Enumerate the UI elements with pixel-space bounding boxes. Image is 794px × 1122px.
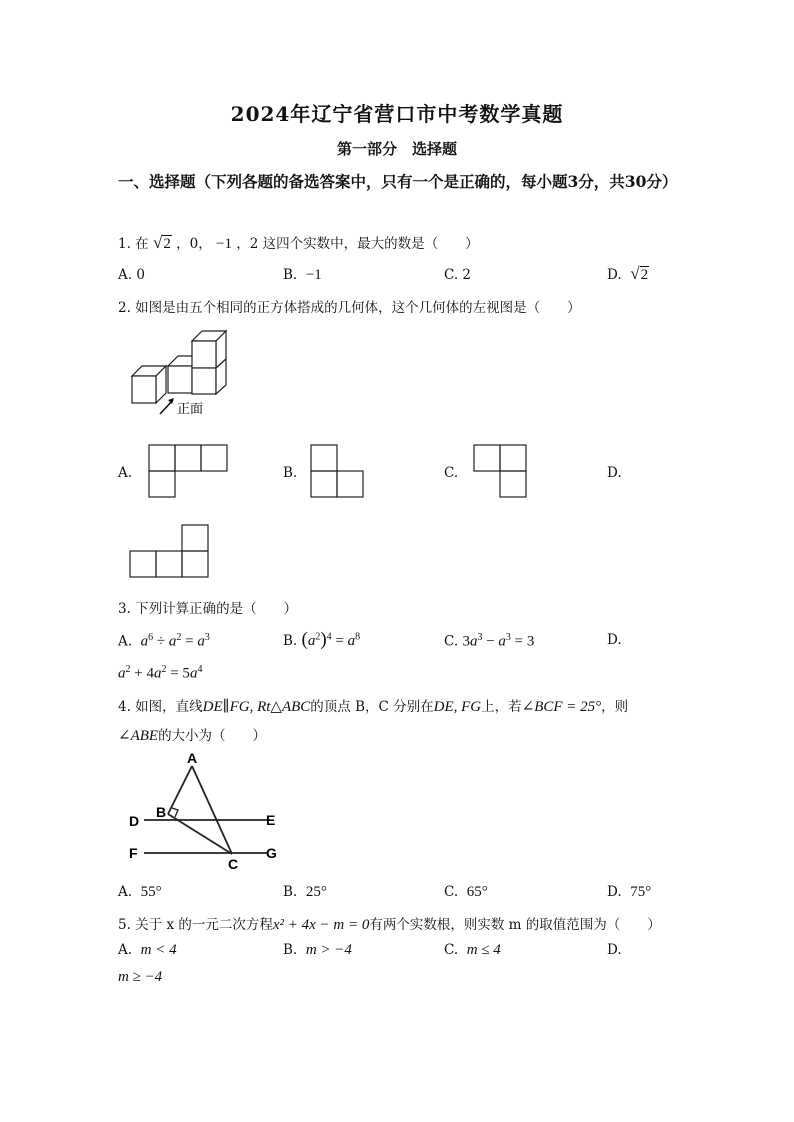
q5-option-d-label: D. bbox=[607, 942, 622, 958]
q3-option-d: $a^2 + 4a^2 = 5a^4$ bbox=[118, 664, 203, 682]
q4-point-g: G bbox=[266, 845, 277, 861]
section-heading: 一、选择题（下列各题的备选答案中，只有一个是正确的，每小题3分，共30分） bbox=[118, 172, 678, 191]
q4-point-e: E bbox=[266, 812, 276, 828]
q2-cube-figure bbox=[125, 330, 235, 420]
q4-point-a: A bbox=[187, 750, 198, 766]
q5-option-a: A. m < 4 bbox=[118, 942, 177, 958]
q2-option-d-figure bbox=[129, 524, 211, 580]
q2-option-b-label: B. bbox=[283, 465, 298, 481]
question-5: 5. 关于 x 的一元二次方程x² + 4x − m = 0有两个实数根，则实数 m 的取值范围为（ ） bbox=[118, 917, 661, 933]
question-4: 4. 如图，直线DE∥FG, Rt△ABC的顶点 B，C 分别在DE, FG上，若∠BCF = 25°，则 bbox=[118, 699, 629, 715]
question-4-line-2: ∠ABE的大小为（ ） bbox=[118, 728, 267, 744]
q4-point-c: C bbox=[228, 856, 239, 872]
q1-stem-b: ，0， bbox=[176, 236, 212, 252]
part-heading: 第一部分 选择题 bbox=[336, 140, 457, 158]
q4-option-c: C. 65° bbox=[444, 884, 488, 900]
q2-option-b-figure bbox=[310, 444, 366, 500]
q1-option-d: D. √2 bbox=[607, 264, 649, 283]
q1-neg-one: −1 bbox=[216, 236, 232, 252]
question-3: 3. 下列计算正确的是（ ） bbox=[118, 601, 298, 617]
exam-title: 2024年辽宁省营口市中考数学真题 bbox=[230, 102, 564, 126]
q3-option-c: C. $3a^3 - a^3 = 3$ bbox=[444, 632, 535, 650]
q4-geometry-figure bbox=[126, 752, 296, 872]
q1-option-a: A. 0 bbox=[118, 267, 145, 283]
q2-option-c-figure bbox=[473, 444, 529, 500]
question-2: 2. 如图是由五个相同的正方体搭成的几何体，这个几何体的左视图是（ ） bbox=[118, 300, 581, 316]
question-1 bbox=[118, 232, 479, 253]
q1-option-b: B. −1 bbox=[283, 267, 322, 283]
q1-stem-a: 1. 在 bbox=[118, 236, 149, 252]
q4-option-a: A. 55° bbox=[118, 884, 162, 900]
q2-option-a-figure bbox=[148, 444, 230, 500]
q3-option-b: B. $(a^2)^4 = a^8$ bbox=[283, 629, 361, 650]
q2-option-a-label: A. bbox=[118, 465, 133, 481]
q4-option-d: D. 75° bbox=[607, 884, 652, 900]
q5-option-b: B. m > −4 bbox=[283, 942, 352, 958]
q2-front-label: 正面 bbox=[177, 401, 204, 416]
q5-option-c: C. m ≤ 4 bbox=[444, 942, 501, 958]
q3-option-a: A. $a^6 \div a^2 = a^3$ bbox=[118, 632, 210, 650]
q2-option-c-label: C. bbox=[444, 465, 459, 481]
q1-sqrt-2: √2 bbox=[152, 233, 171, 252]
q1-stem-c: ，2 这四个实数中，最大的数是（ ） bbox=[236, 236, 479, 252]
q4-point-d: D bbox=[129, 813, 140, 829]
q4-option-b: B. 25° bbox=[283, 884, 327, 900]
q5-option-d: m ≥ −4 bbox=[118, 969, 163, 985]
q1-option-c: C. 2 bbox=[444, 267, 472, 283]
q2-option-d-label: D. bbox=[607, 465, 622, 481]
q3-option-d-label: D. bbox=[607, 632, 622, 648]
q4-point-b: B bbox=[156, 804, 167, 820]
q4-point-f: F bbox=[129, 845, 138, 861]
